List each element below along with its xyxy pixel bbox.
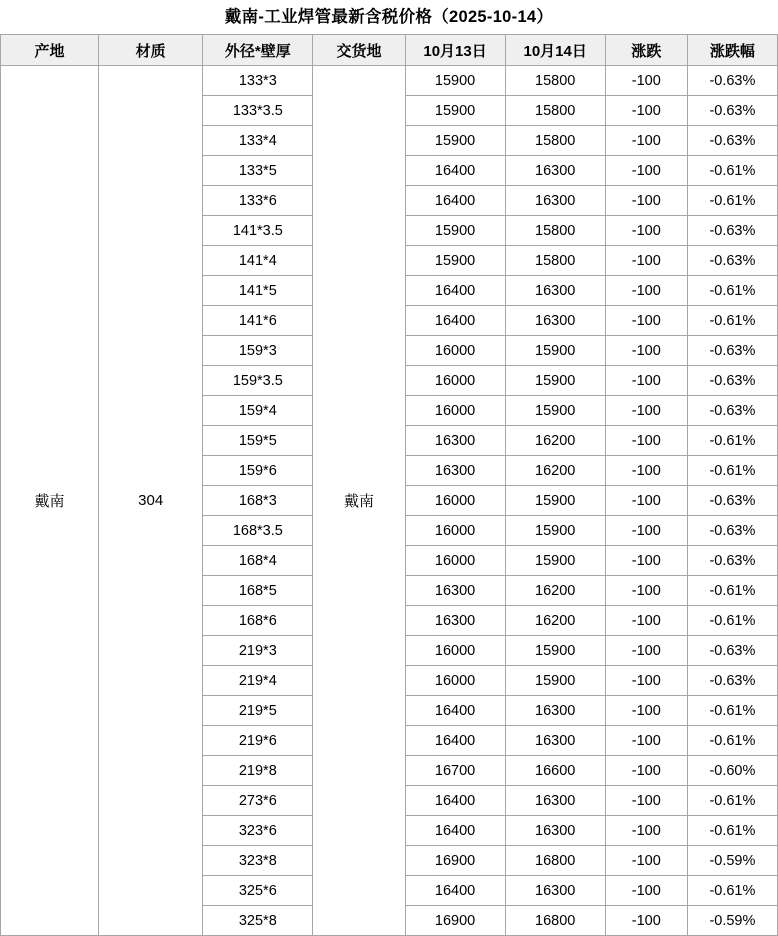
cell-change-pct: -0.61% <box>687 606 777 636</box>
cell-price-date1: 16400 <box>405 816 505 846</box>
cell-price-date2: 16300 <box>505 876 605 906</box>
cell-change-pct: -0.61% <box>687 726 777 756</box>
cell-price-date2: 16300 <box>505 156 605 186</box>
cell-change-pct: -0.63% <box>687 246 777 276</box>
cell-price-date1: 16400 <box>405 726 505 756</box>
cell-change: -100 <box>605 246 687 276</box>
cell-change: -100 <box>605 696 687 726</box>
cell-price-date1: 16400 <box>405 876 505 906</box>
cell-price-date2: 16300 <box>505 276 605 306</box>
cell-price-date2: 16800 <box>505 846 605 876</box>
cell-change-pct: -0.59% <box>687 846 777 876</box>
cell-change-pct: -0.63% <box>687 126 777 156</box>
cell-change-pct: -0.63% <box>687 486 777 516</box>
cell-price-date1: 16400 <box>405 696 505 726</box>
cell-price-date1: 16900 <box>405 906 505 936</box>
cell-spec: 219*4 <box>203 666 313 696</box>
cell-price-date1: 15900 <box>405 66 505 96</box>
column-header-spec: 外径*壁厚 <box>203 35 313 66</box>
cell-spec: 133*5 <box>203 156 313 186</box>
cell-change-pct: -0.61% <box>687 786 777 816</box>
cell-spec: 219*6 <box>203 726 313 756</box>
cell-spec: 168*6 <box>203 606 313 636</box>
cell-change-pct: -0.61% <box>687 576 777 606</box>
cell-price-date1: 16400 <box>405 156 505 186</box>
cell-price-date2: 15900 <box>505 546 605 576</box>
cell-price-date2: 15800 <box>505 96 605 126</box>
cell-change: -100 <box>605 816 687 846</box>
cell-price-date2: 16800 <box>505 906 605 936</box>
cell-price-date2: 16600 <box>505 756 605 786</box>
cell-price-date1: 16900 <box>405 846 505 876</box>
cell-change: -100 <box>605 726 687 756</box>
cell-price-date2: 16200 <box>505 576 605 606</box>
cell-change: -100 <box>605 786 687 816</box>
table-row <box>1 66 778 96</box>
cell-price-date1: 16000 <box>405 486 505 516</box>
cell-price-date2: 16200 <box>505 456 605 486</box>
cell-change-pct: -0.63% <box>687 516 777 546</box>
cell-spec: 323*6 <box>203 816 313 846</box>
cell-change: -100 <box>605 216 687 246</box>
column-header-change-pct: 涨跌幅 <box>687 35 777 66</box>
cell-change-pct: -0.63% <box>687 636 777 666</box>
cell-change-pct: -0.63% <box>687 216 777 246</box>
cell-price-date2: 15800 <box>505 246 605 276</box>
cell-price-date2: 15900 <box>505 396 605 426</box>
cell-price-date2: 15900 <box>505 366 605 396</box>
cell-change: -100 <box>605 426 687 456</box>
cell-price-date2: 16200 <box>505 606 605 636</box>
cell-change: -100 <box>605 66 687 96</box>
cell-spec: 159*4 <box>203 396 313 426</box>
cell-price-date1: 16400 <box>405 306 505 336</box>
cell-change-pct: -0.63% <box>687 336 777 366</box>
cell-spec: 325*8 <box>203 906 313 936</box>
cell-change: -100 <box>605 576 687 606</box>
cell-price-date2: 16300 <box>505 726 605 756</box>
cell-change-pct: -0.61% <box>687 456 777 486</box>
cell-price-date2: 16200 <box>505 426 605 456</box>
cell-spec: 159*5 <box>203 426 313 456</box>
cell-price-date1: 16000 <box>405 396 505 426</box>
cell-change: -100 <box>605 366 687 396</box>
cell-spec: 133*3.5 <box>203 96 313 126</box>
cell-change: -100 <box>605 876 687 906</box>
cell-change: -100 <box>605 96 687 126</box>
cell-spec: 141*4 <box>203 246 313 276</box>
cell-spec: 133*4 <box>203 126 313 156</box>
cell-material: 304 <box>99 66 203 936</box>
cell-spec: 141*3.5 <box>203 216 313 246</box>
cell-change-pct: -0.61% <box>687 426 777 456</box>
cell-price-date1: 16000 <box>405 636 505 666</box>
cell-change-pct: -0.59% <box>687 906 777 936</box>
cell-price-date2: 15800 <box>505 216 605 246</box>
page-title: 戴南-工业焊管最新含税价格（2025-10-14） <box>224 8 554 26</box>
cell-price-date2: 15900 <box>505 666 605 696</box>
cell-change-pct: -0.63% <box>687 96 777 126</box>
table-header <box>1 35 778 66</box>
cell-spec: 325*6 <box>203 876 313 906</box>
column-header-delivery: 交货地 <box>313 35 405 66</box>
cell-price-date1: 16300 <box>405 426 505 456</box>
cell-price-date1: 15900 <box>405 96 505 126</box>
cell-spec: 159*3 <box>203 336 313 366</box>
cell-change: -100 <box>605 636 687 666</box>
price-table <box>0 34 778 936</box>
cell-change: -100 <box>605 546 687 576</box>
cell-spec: 168*5 <box>203 576 313 606</box>
cell-price-date1: 16400 <box>405 186 505 216</box>
cell-price-date2: 15900 <box>505 516 605 546</box>
cell-change-pct: -0.61% <box>687 696 777 726</box>
cell-change: -100 <box>605 606 687 636</box>
cell-change: -100 <box>605 126 687 156</box>
cell-spec: 168*3 <box>203 486 313 516</box>
cell-change-pct: -0.60% <box>687 756 777 786</box>
cell-spec: 141*6 <box>203 306 313 336</box>
column-header-origin: 产地 <box>1 35 99 66</box>
cell-change-pct: -0.61% <box>687 816 777 846</box>
cell-spec: 323*8 <box>203 846 313 876</box>
cell-change-pct: -0.63% <box>687 396 777 426</box>
cell-spec: 219*8 <box>203 756 313 786</box>
cell-spec: 159*6 <box>203 456 313 486</box>
table-header-row <box>1 35 778 66</box>
cell-spec: 159*3.5 <box>203 366 313 396</box>
cell-delivery: 戴南 <box>313 66 405 936</box>
cell-spec: 273*6 <box>203 786 313 816</box>
cell-price-date1: 16000 <box>405 366 505 396</box>
cell-spec: 168*3.5 <box>203 516 313 546</box>
cell-price-date1: 16000 <box>405 546 505 576</box>
cell-price-date2: 16300 <box>505 306 605 336</box>
cell-price-date1: 15900 <box>405 216 505 246</box>
cell-price-date2: 15800 <box>505 66 605 96</box>
cell-price-date1: 16400 <box>405 786 505 816</box>
cell-price-date2: 15900 <box>505 486 605 516</box>
cell-change-pct: -0.63% <box>687 366 777 396</box>
cell-price-date1: 16000 <box>405 666 505 696</box>
table-body <box>1 66 778 936</box>
cell-change: -100 <box>605 396 687 426</box>
cell-price-date2: 16300 <box>505 696 605 726</box>
cell-price-date1: 16400 <box>405 276 505 306</box>
column-header-date1: 10月13日 <box>405 35 505 66</box>
cell-price-date2: 16300 <box>505 186 605 216</box>
cell-change: -100 <box>605 306 687 336</box>
cell-price-date1: 15900 <box>405 126 505 156</box>
cell-change: -100 <box>605 666 687 696</box>
cell-price-date2: 15800 <box>505 126 605 156</box>
cell-price-date1: 16700 <box>405 756 505 786</box>
cell-change-pct: -0.61% <box>687 876 777 906</box>
cell-change: -100 <box>605 516 687 546</box>
cell-price-date1: 16000 <box>405 336 505 366</box>
cell-price-date2: 15900 <box>505 336 605 366</box>
cell-price-date2: 16300 <box>505 816 605 846</box>
cell-change-pct: -0.63% <box>687 66 777 96</box>
cell-spec: 133*6 <box>203 186 313 216</box>
cell-change: -100 <box>605 156 687 186</box>
cell-change: -100 <box>605 456 687 486</box>
cell-spec: 141*5 <box>203 276 313 306</box>
cell-price-date2: 15900 <box>505 636 605 666</box>
column-header-change: 涨跌 <box>605 35 687 66</box>
cell-origin: 戴南 <box>1 66 99 936</box>
cell-change-pct: -0.61% <box>687 156 777 186</box>
cell-change-pct: -0.63% <box>687 546 777 576</box>
cell-change: -100 <box>605 906 687 936</box>
cell-change-pct: -0.61% <box>687 276 777 306</box>
cell-price-date2: 16300 <box>505 786 605 816</box>
cell-change-pct: -0.61% <box>687 306 777 336</box>
cell-change: -100 <box>605 186 687 216</box>
column-header-material: 材质 <box>99 35 203 66</box>
cell-price-date1: 16300 <box>405 606 505 636</box>
cell-price-date1: 16000 <box>405 516 505 546</box>
cell-spec: 133*3 <box>203 66 313 96</box>
cell-change: -100 <box>605 336 687 366</box>
cell-change: -100 <box>605 486 687 516</box>
cell-change: -100 <box>605 846 687 876</box>
cell-price-date1: 15900 <box>405 246 505 276</box>
cell-spec: 168*4 <box>203 546 313 576</box>
cell-spec: 219*5 <box>203 696 313 726</box>
cell-price-date1: 16300 <box>405 456 505 486</box>
column-header-date2: 10月14日 <box>505 35 605 66</box>
cell-change-pct: -0.63% <box>687 666 777 696</box>
cell-change: -100 <box>605 756 687 786</box>
cell-change: -100 <box>605 276 687 306</box>
cell-spec: 219*3 <box>203 636 313 666</box>
cell-price-date1: 16300 <box>405 576 505 606</box>
cell-change-pct: -0.61% <box>687 186 777 216</box>
